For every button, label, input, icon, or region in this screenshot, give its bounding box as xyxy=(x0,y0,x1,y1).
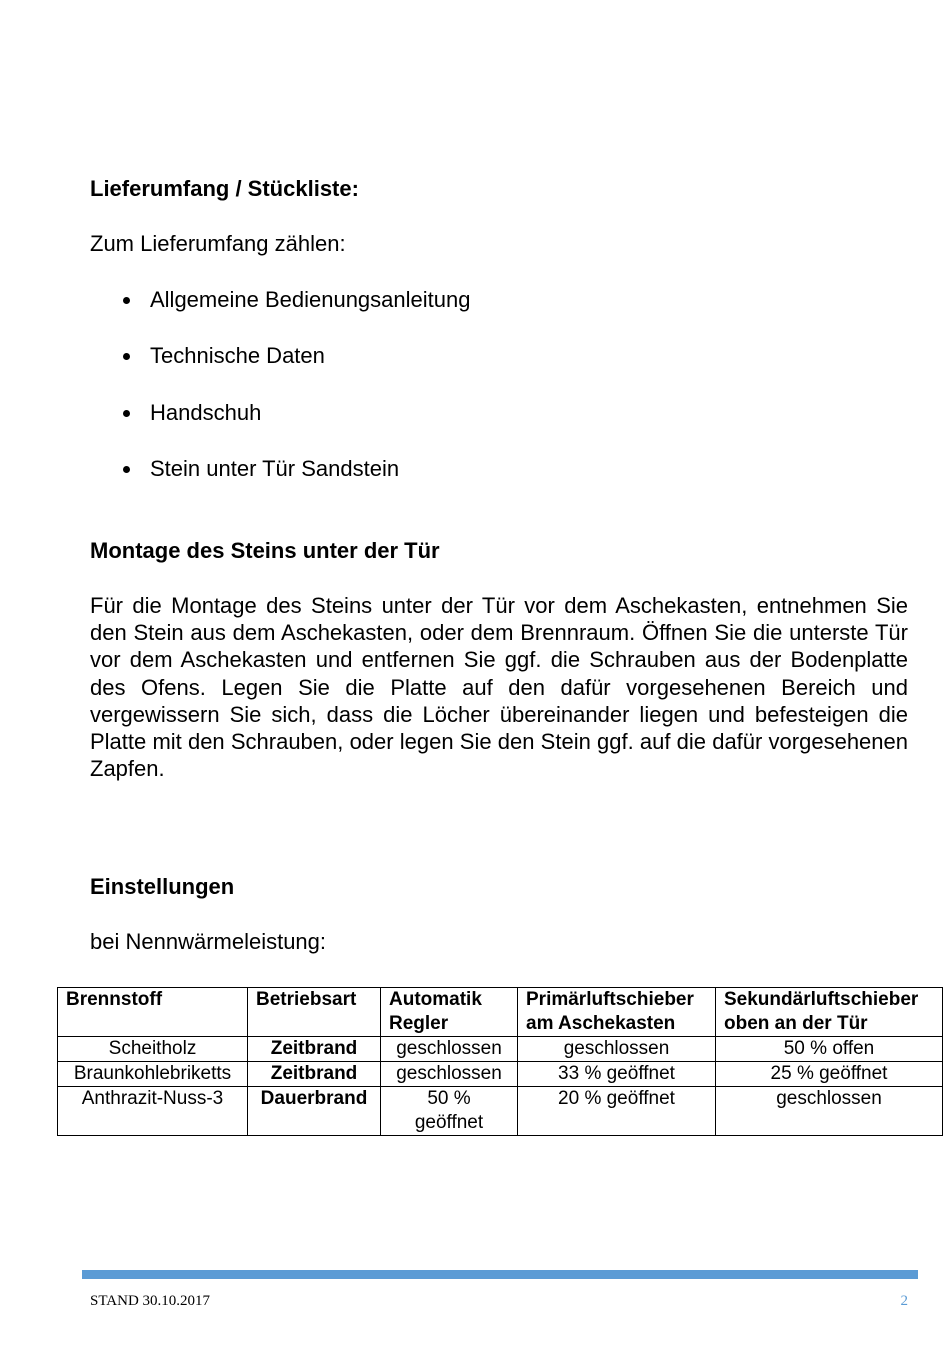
table-row xyxy=(58,1037,943,1062)
table-cell-sekundaerluft: geschlossen xyxy=(716,1087,943,1136)
table-cell-brennstoff: Scheitholz xyxy=(58,1037,248,1062)
list-item-label: Technische Daten xyxy=(150,343,325,368)
table-cell-automatik-regler: geschlossen xyxy=(381,1062,518,1087)
table-cell-betriebsart: Zeitbrand xyxy=(248,1037,381,1062)
bullet-icon xyxy=(123,410,130,417)
table-cell-sekundaerluft: 50 % offen xyxy=(716,1037,943,1062)
table-cell-brennstoff: Braunkohlebriketts xyxy=(58,1062,248,1087)
table-cell-primaerluft: geschlossen xyxy=(518,1037,716,1062)
table-row xyxy=(58,1087,943,1136)
heading-montage: Montage des Steins unter der Tür xyxy=(90,538,440,563)
column-header-primaerluftschieber: Primärluftschieber am Aschekasten xyxy=(518,988,716,1037)
heading-lieferumfang: Lieferumfang / Stückliste: xyxy=(90,176,359,201)
bullet-icon xyxy=(123,353,130,360)
footer-divider xyxy=(82,1270,918,1279)
table-cell-sekundaerluft: 25 % geöffnet xyxy=(716,1062,943,1087)
table-cell-automatik-regler: geschlossen xyxy=(381,1037,518,1062)
table-cell-primaerluft: 20 % geöffnet xyxy=(518,1087,716,1136)
heading-einstellungen: Einstellungen xyxy=(90,874,235,899)
list-item-label: Stein unter Tür Sandstein xyxy=(150,456,400,481)
table-cell-betriebsart: Dauerbrand xyxy=(248,1087,381,1136)
table-cell-betriebsart: Zeitbrand xyxy=(248,1062,381,1087)
footer-stand-date: STAND 30.10.2017 xyxy=(90,1293,211,1309)
table-header-row xyxy=(58,988,943,1037)
column-header-sekundaerluftschieber: Sekundärluftschieber oben an der Tür xyxy=(716,988,943,1037)
list-item-label: Handschuh xyxy=(150,400,262,425)
montage-paragraph: Für die Montage des Steins unter der Tür vor dem Aschekasten, entnehmen Sie den Stein aus dem Aschekasten, oder dem Brennraum. Öffnen Sie die unterste Tür vor dem Aschekasten und entfernen Sie ggf. die Schrauben aus der Bodenplatte des Ofens. Legen Sie die Platte auf den dafür vorgesehenen Bereich und vergewissern Sie sich, dass die Löcher übereinander liegen und befesteigen die Platte mit den Schrauben, oder legen Sie den Stein ggf. auf die dafür vorgesehenen Zapfen. xyxy=(90,593,908,782)
table-cell-primaerluft: 33 % geöffnet xyxy=(518,1062,716,1087)
subheading-nennwaermeleistung: bei Nennwärmeleistung: xyxy=(90,929,327,954)
bullet-icon xyxy=(123,466,130,473)
intro-text: Zum Lieferumfang zählen: xyxy=(90,231,346,256)
column-header-automatik-regler: Automatik Regler xyxy=(381,988,518,1037)
table-row xyxy=(58,1062,943,1087)
page-number: 2 xyxy=(900,1293,908,1309)
bullet-icon xyxy=(123,297,130,304)
table-cell-automatik-regler: 50 % geöffnet xyxy=(381,1087,518,1136)
column-header-betriebsart: Betriebsart xyxy=(248,988,381,1037)
table-cell-brennstoff: Anthrazit-Nuss-3 xyxy=(58,1087,248,1136)
settings-table xyxy=(57,987,943,1136)
column-header-brennstoff: Brennstoff xyxy=(58,988,248,1037)
list-item-label: Allgemeine Bedienungsanleitung xyxy=(150,287,471,312)
